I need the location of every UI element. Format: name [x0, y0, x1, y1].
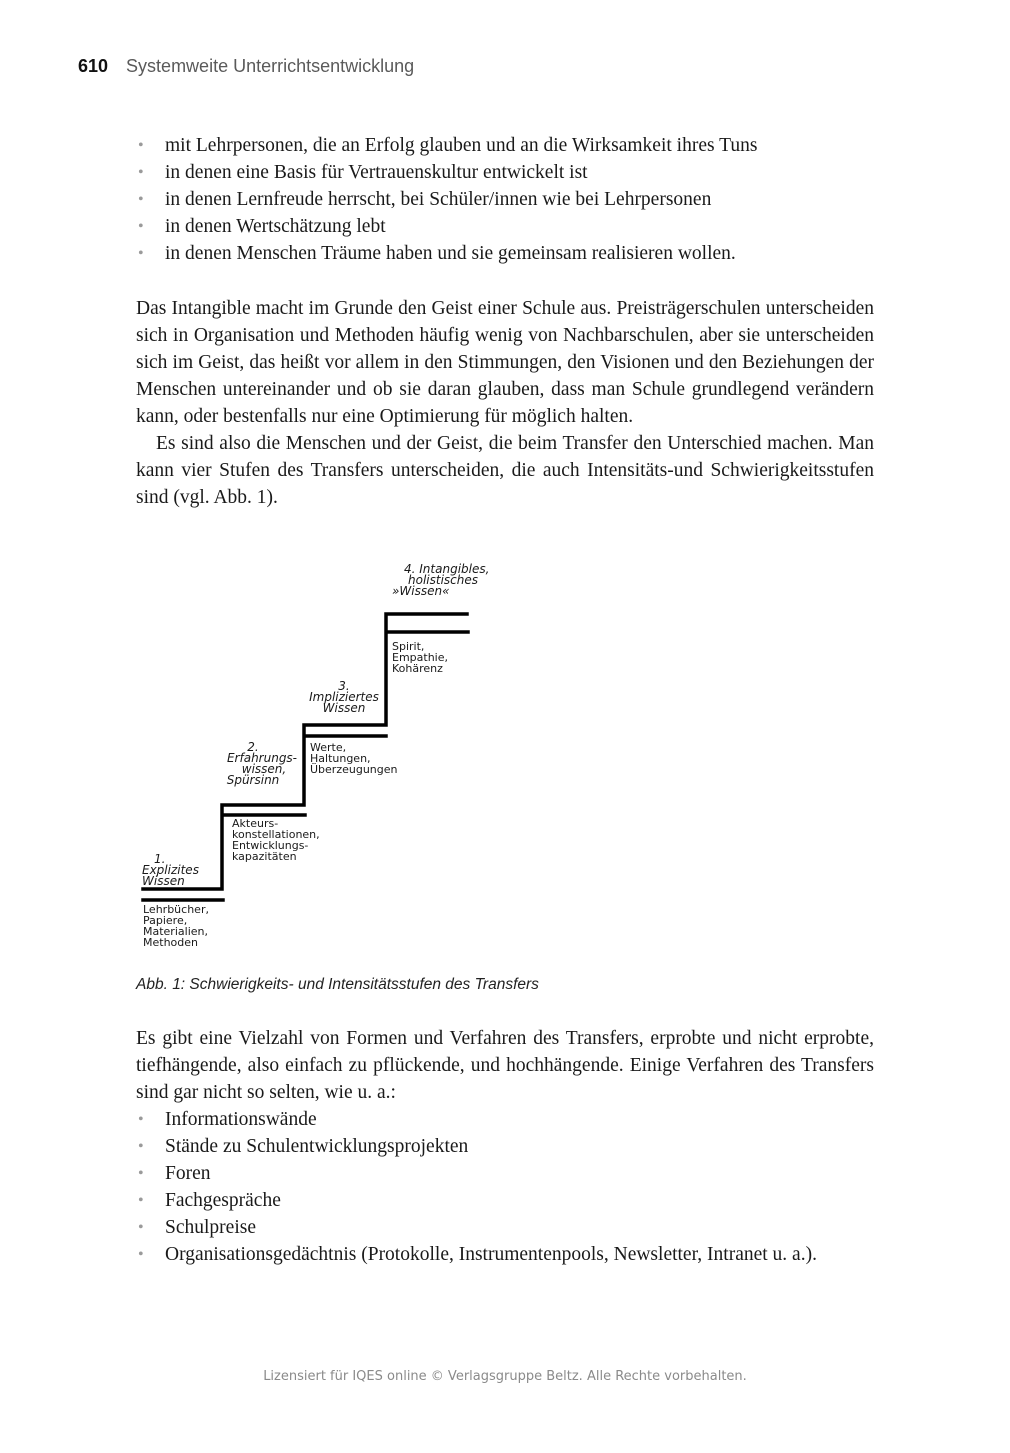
bullet-icon: • [138, 1138, 144, 1155]
paragraph-transfer-stages: Es sind also die Menschen und der Geist, die beim Transfer den Unterschied machen. Man kann vier Stufen des Transfers unterscheiden, die auch Intensitäts-und Schwierigkeitsstufen sind (vgl. Abb. 1). [136, 433, 874, 508]
step-1-description: Lehrbücher, Papiere, Materialien, Methoden [143, 903, 209, 949]
list-item: • Organisationsgedächtnis (Protokolle, Instrumentenpools, Newsletter, Intranet u. a.). [136, 1241, 874, 1268]
body-text-methods [136, 1025, 874, 1268]
bullet-list-qualities [136, 132, 874, 267]
step-3-description: Werte, Haltungen, Überzeugungen [310, 741, 398, 776]
bullet-icon: • [138, 218, 144, 235]
license-footer: Lizensiert für IQES online © Verlagsgruppe Beltz. Alle Rechte vorbehalten. [263, 1369, 747, 1384]
list-item: • in denen eine Basis für Vertrauenskultur entwickelt ist [136, 159, 874, 186]
list-item: • Fachgespräche [136, 1187, 874, 1214]
page-number: 610 [78, 56, 109, 76]
paragraph-intangible: Das Intangible macht im Grunde den Geist einer Schule aus. Preisträgerschulen unterscheiden sich in Organisation und Methoden häufig wenig von Nachbarschulen, aber sie unterscheiden sich im Geist, das heißt vor allem in den Stimmungen, den Visionen und den Beziehungen der Menschen untereinander und ob sie daran glauben, dass man Schule grundlegend verändern kann, oder bestenfalls nur eine Optimierung für möglich halten. [136, 298, 874, 427]
figure-caption: Abb. 1: Schwierigkeits- und Intensitätsstufen des Transfers [136, 976, 539, 993]
running-title: Systemweite Unterrichtsentwicklung [126, 56, 415, 76]
bullet-icon: • [138, 1111, 144, 1128]
bullet-icon: • [138, 191, 144, 208]
bullet-icon: • [138, 1165, 144, 1182]
list-item: • in denen Wertschätzung lebt [136, 213, 874, 240]
list-item: • mit Lehrpersonen, die an Erfolg glauben und an die Wirksamkeit ihres Tuns [136, 132, 874, 159]
paragraph-transfer-forms: Es gibt eine Vielzahl von Formen und Verfahren des Transfers, erprobte und nicht erprobte, tiefhängende, also einfach zu pflückende, und hochhängende. Einige Verfahren des Transfers sind gar nicht so selten, wie u. a.: [136, 1028, 874, 1103]
bullet-icon: • [138, 245, 144, 262]
body-text-section [136, 295, 874, 511]
list-item: • Schulpreise [136, 1214, 874, 1241]
running-header [78, 56, 414, 77]
step-1-title: 1. Explizites Wissen [142, 852, 199, 888]
step-4-description: Spirit, Empathie, Kohärenz [392, 640, 448, 675]
bullet-icon: • [138, 1219, 144, 1236]
bullet-icon: • [138, 1246, 144, 1263]
bullet-icon: • [138, 137, 144, 154]
bullet-icon: • [138, 164, 144, 181]
list-item: • Foren [136, 1160, 874, 1187]
list-item: • in denen Lernfreude herrscht, bei Schüler/innen wie bei Lehrpersonen [136, 186, 874, 213]
list-item: • in denen Menschen Träume haben und sie gemeinsam realisieren wollen. [136, 240, 874, 267]
step-2-title: 2. Erfahrungs- wissen, Spürsinn [226, 740, 298, 787]
step-4-title: 4. Intangibles, holistisches »Wissen« [392, 562, 490, 598]
step-3-title: 3. Impliziertes Wissen [309, 679, 379, 715]
bullet-list-transfer-methods [136, 1106, 874, 1268]
step-2-description: Akteurs- konstellationen, Entwicklungs- kapazitäten [232, 817, 320, 863]
bullet-icon: • [138, 1192, 144, 1209]
list-item: • Stände zu Schulentwicklungsprojekten [136, 1133, 874, 1160]
list-item: • Informationswände [136, 1106, 874, 1133]
